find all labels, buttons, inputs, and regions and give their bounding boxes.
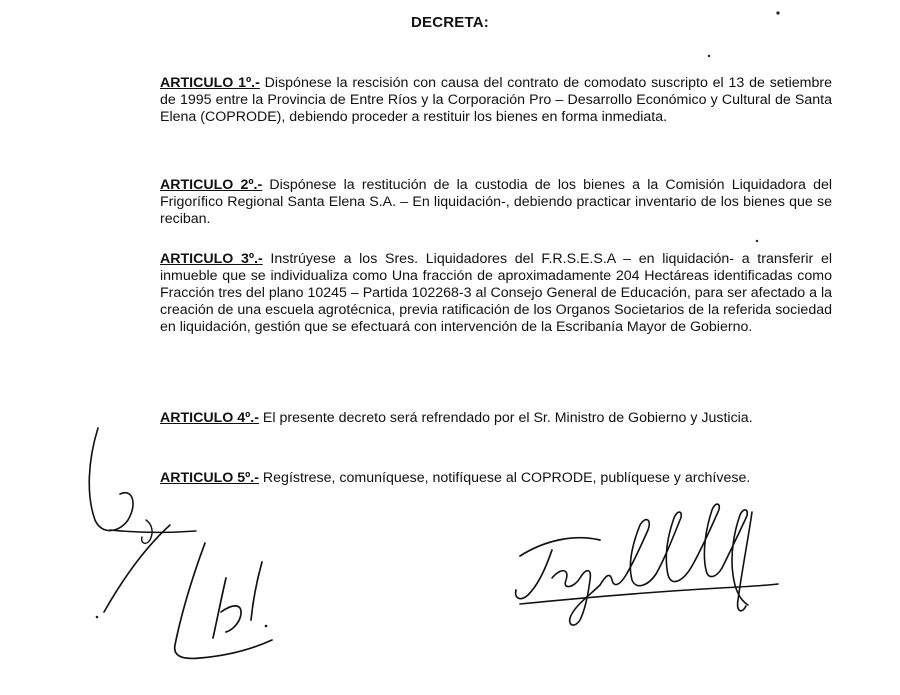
article-2-text: Dispónese la restitución de la custodia de los bienes a la Comisión Liquidadora del Frigorífico Regional Santa Elena S.A. – En liquidación-, debiendo practicar inventario de los bienes que se reciban. — [160, 177, 832, 227]
handwritten-initials-center — [175, 543, 272, 658]
article-5-label: ARTICULO 5º.- — [160, 470, 259, 486]
scan-speck — [756, 240, 758, 242]
initials-dot — [265, 625, 268, 628]
article-1-text: Dispónese la rescisión con causa del contrato de comodato suscripto el 13 de setiembre de 1995 entre la Provincia de Entre Ríos y la Corporación Pro – Desarrollo Económico y Cultural de Santa Elena (COPRODE), debiendo proceder a restituir los bienes en forma inmediata. — [160, 75, 832, 125]
article-3-text: Instrúyese a los Sres. Liquidadores del F.R.S.E.S.A – en liquidación- a transferir el inmueble que se individualiza como Una fracción de aproximadamente 204 Hectáreas identificadas como Fracción tres del plano 10245 – Partida 102268-3 al Consejo General de Educación, para ser afectado a la creación de una escuela agrotécnica, previa ratificación de los Organos Societarios de la referida sociedad en liquidación, gestión que se efectuará con intervención de la Escribanía Mayor de Gobierno. — [160, 251, 832, 335]
handwritten-signature-right — [516, 504, 778, 625]
decree-heading: DECRETA: — [411, 14, 489, 31]
article-4-label: ARTICULO 4º.- — [160, 410, 259, 426]
article-4-text: El presente decreto será refrendado por el Sr. Ministro de Gobierno y Justicia. — [258, 410, 753, 426]
article-1-label: ARTICULO 1º.- — [160, 75, 260, 91]
handwritten-signature-left — [89, 428, 196, 612]
article-5-text: Regístrese, comuníquese, notifíquese al COPRODE, publíquese y archívese. — [258, 470, 751, 486]
scan-speck — [708, 55, 710, 57]
scan-speck — [776, 11, 779, 14]
article-3-label: ARTICULO 3º.- — [160, 251, 263, 267]
article-2-label: ARTICULO 2º.- — [160, 177, 263, 193]
scan-speck — [96, 616, 99, 619]
